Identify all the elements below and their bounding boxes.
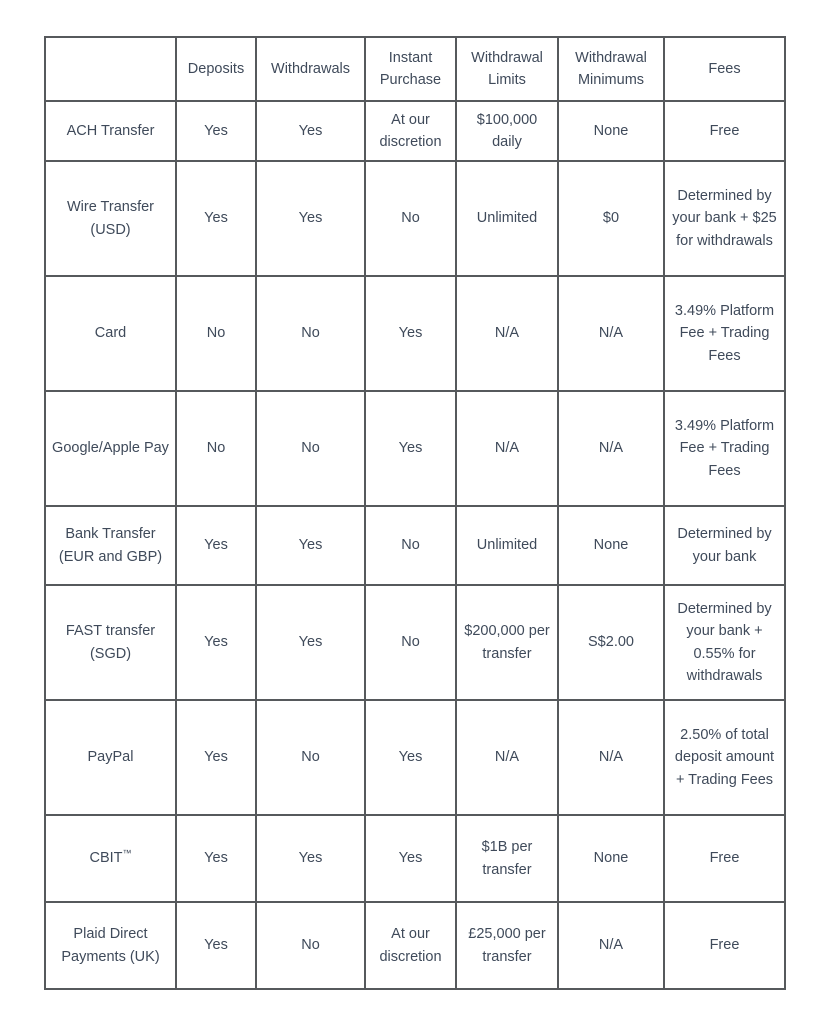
row-header-fast-transfer: FAST transfer (SGD) [45,585,176,700]
table-row [45,902,785,989]
row-header-card: Card [45,276,176,391]
row-header-plaid-direct-payments: Plaid Direct Payments (UK) [45,902,176,989]
table-body [45,101,785,989]
cell-paypal-fees: 2.50% of total deposit amount + Trading Fees [664,700,785,815]
cell-wire-withdrawal-limits: Unlimited [456,161,558,276]
cell-card-fees: 3.49% Platform Fee + Trading Fees [664,276,785,391]
cell-paypal-instant-purchase: Yes [365,700,456,815]
cell-cbit-withdrawal-minimums: None [558,815,664,902]
cell-gpay-withdrawals: No [256,391,365,506]
funding-methods-table [44,36,786,990]
cell-bank-deposits: Yes [176,506,256,585]
cell-plaid-instant-purchase: At our discretion [365,902,456,989]
cell-bank-fees: Determined by your bank [664,506,785,585]
cell-ach-withdrawal-minimums: None [558,101,664,161]
column-header-withdrawal-limits: Withdrawal Limits [456,37,558,101]
cell-ach-withdrawals: Yes [256,101,365,161]
cell-fast-withdrawal-limits: $200,000 per transfer [456,585,558,700]
cell-cbit-deposits: Yes [176,815,256,902]
cell-bank-instant-purchase: No [365,506,456,585]
row-header-paypal: PayPal [45,700,176,815]
table-row [45,276,785,391]
cell-fast-withdrawals: Yes [256,585,365,700]
cell-cbit-fees: Free [664,815,785,902]
table-row [45,506,785,585]
cell-paypal-withdrawal-minimums: N/A [558,700,664,815]
cell-card-withdrawal-minimums: N/A [558,276,664,391]
cell-plaid-fees: Free [664,902,785,989]
column-header-withdrawal-minimums: Withdrawal Minimums [558,37,664,101]
cell-cbit-withdrawals: Yes [256,815,365,902]
cell-gpay-deposits: No [176,391,256,506]
table-header-row [45,37,785,101]
column-header-instant-purchase: Instant Purchase [365,37,456,101]
cell-card-deposits: No [176,276,256,391]
table-row [45,585,785,700]
cell-paypal-withdrawal-limits: N/A [456,700,558,815]
table-header [45,37,785,101]
cell-wire-deposits: Yes [176,161,256,276]
cell-plaid-deposits: Yes [176,902,256,989]
table-row [45,101,785,161]
trademark-icon: ™ [122,848,132,859]
cell-ach-deposits: Yes [176,101,256,161]
cell-bank-withdrawal-minimums: None [558,506,664,585]
cell-gpay-fees: 3.49% Platform Fee + Trading Fees [664,391,785,506]
cell-card-withdrawal-limits: N/A [456,276,558,391]
row-header-wire-transfer: Wire Transfer (USD) [45,161,176,276]
cell-ach-fees: Free [664,101,785,161]
cell-fast-instant-purchase: No [365,585,456,700]
row-header-cbit-label: CBIT [89,850,123,867]
table-row [45,815,785,902]
cell-fast-deposits: Yes [176,585,256,700]
cell-bank-withdrawal-limits: Unlimited [456,506,558,585]
cell-wire-instant-purchase: No [365,161,456,276]
cell-paypal-withdrawals: No [256,700,365,815]
row-header-cbit [45,815,176,902]
cell-gpay-withdrawal-minimums: N/A [558,391,664,506]
cell-plaid-withdrawal-minimums: N/A [558,902,664,989]
table-row [45,161,785,276]
cell-plaid-withdrawal-limits: £25,000 per transfer [456,902,558,989]
cell-fast-withdrawal-minimums: S$2.00 [558,585,664,700]
table-row [45,700,785,815]
column-header-fees: Fees [664,37,785,101]
column-header-deposits: Deposits [176,37,256,101]
cell-wire-withdrawals: Yes [256,161,365,276]
cell-bank-withdrawals: Yes [256,506,365,585]
cell-wire-fees: Determined by your bank + $25 for withdrawals [664,161,785,276]
cell-card-instant-purchase: Yes [365,276,456,391]
row-header-bank-transfer: Bank Transfer (EUR and GBP) [45,506,176,585]
cell-card-withdrawals: No [256,276,365,391]
row-header-ach-transfer: ACH Transfer [45,101,176,161]
cell-fast-fees: Determined by your bank + 0.55% for withdrawals [664,585,785,700]
cell-wire-withdrawal-minimums: $0 [558,161,664,276]
cell-cbit-withdrawal-limits: $1B per transfer [456,815,558,902]
cell-plaid-withdrawals: No [256,902,365,989]
cell-cbit-instant-purchase: Yes [365,815,456,902]
cell-ach-instant-purchase: At our discretion [365,101,456,161]
row-header-google-apple-pay: Google/Apple Pay [45,391,176,506]
cell-paypal-deposits: Yes [176,700,256,815]
column-header-withdrawals: Withdrawals [256,37,365,101]
funding-table-container [44,36,784,990]
column-header-method [45,37,176,101]
cell-gpay-instant-purchase: Yes [365,391,456,506]
cell-gpay-withdrawal-limits: N/A [456,391,558,506]
cell-ach-withdrawal-limits: $100,000 daily [456,101,558,161]
table-row [45,391,785,506]
